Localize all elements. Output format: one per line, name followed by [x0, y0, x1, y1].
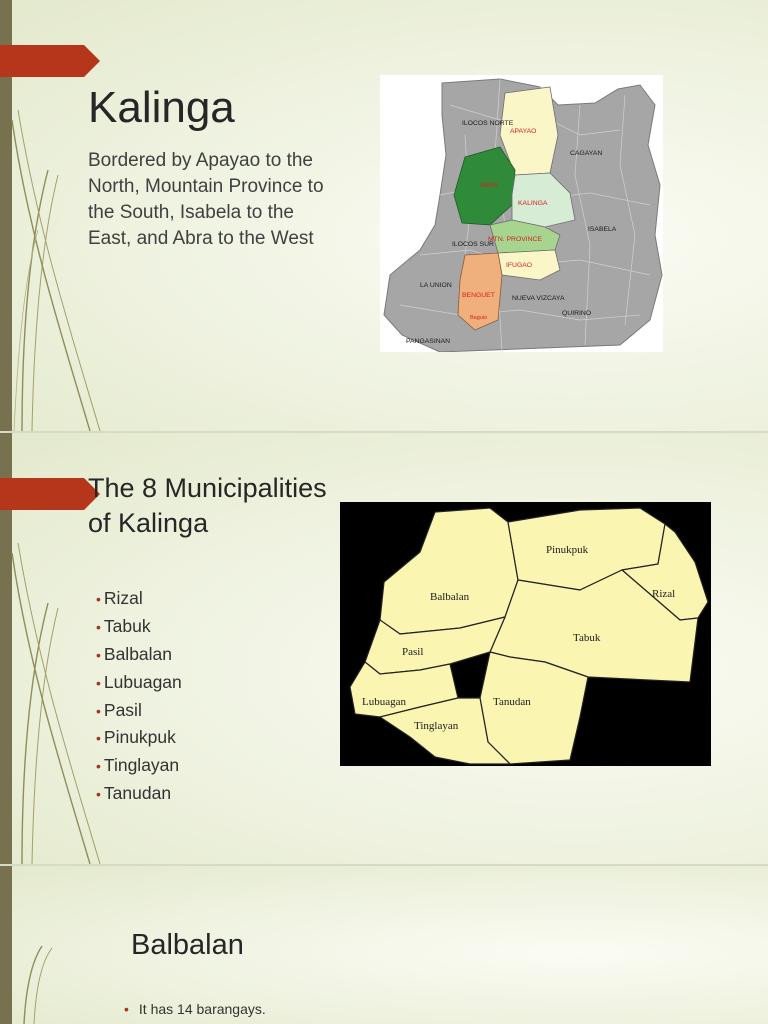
list-item: • Balbalan [96, 643, 173, 664]
municipality-map-image [340, 502, 711, 766]
slide-1 [0, 0, 768, 431]
map-label-nueva-vizcaya: NUEVA VIZCAYA [512, 295, 565, 302]
map-label-lubuagan: Lubuagan [362, 696, 406, 708]
municipality-list [96, 585, 182, 808]
list-item: • Pasil [96, 699, 142, 720]
slide-title: Balbalan [131, 929, 244, 961]
slide-2 [0, 433, 768, 864]
map-label-balbalan: Balbalan [430, 591, 470, 603]
list-item: • Rizal [96, 588, 143, 608]
map-label-baguio: Baguio [470, 315, 488, 321]
accent-tab [0, 45, 100, 77]
province-map-image [380, 75, 663, 352]
map-label-rizal: Rizal [652, 588, 676, 600]
map-label-quirino: QUIRINO [562, 310, 592, 317]
slide-3 [0, 866, 768, 1024]
map-label-mtn-province: MTN. PROVINCE [488, 236, 543, 243]
slide-left-bar [0, 866, 12, 1024]
list-item: • It has 14 barangays. [124, 1001, 266, 1017]
decorative-swoosh [0, 866, 140, 1024]
list-item: • Lubuagan [96, 671, 182, 692]
map-label-isabela: ISABELA [588, 226, 617, 233]
map-label-kalinga: KALINGA [518, 200, 548, 207]
list-item: • Tabuk [96, 615, 151, 636]
map-label-pasil: Pasil [402, 646, 424, 658]
map-label-abra: ABRA [480, 182, 499, 189]
map-label-tabuk: Tabuk [573, 632, 601, 644]
list-item: • Tanudan [96, 783, 172, 804]
slide-title: Kalinga [88, 83, 235, 132]
list-item: • Pinukpuk [96, 727, 176, 748]
list-item: • Tinglayan [96, 755, 180, 776]
map-label-tanudan: Tanudan [493, 696, 531, 708]
map-label-apayao: APAYAO [510, 128, 537, 135]
map-label-pinukpuk: Pinukpuk [546, 544, 589, 556]
map-label-ifugao: IFUGAO [506, 262, 533, 269]
slide-body-text: Bordered by Apayao to the North, Mountain Province to the South, Isabela to the East, and Abra to the West [88, 150, 324, 250]
accent-tab [0, 478, 100, 510]
slide-bullet-list [124, 1001, 266, 1017]
slide-title: The 8 Municipalities of Kalinga [88, 473, 327, 538]
map-label-benguet: BENGUET [462, 292, 495, 299]
map-label-ilocos-norte: ILOCOS NORTE [462, 120, 514, 127]
map-label-la-union: LA UNION [420, 282, 452, 289]
map-label-pangasinan: PANGASINAN [406, 338, 451, 345]
map-label-ilocos-sur: ILOCOS SUR [452, 241, 494, 248]
map-label-tinglayan: Tinglayan [414, 720, 459, 732]
map-label-cagayan: CAGAYAN [570, 150, 603, 157]
